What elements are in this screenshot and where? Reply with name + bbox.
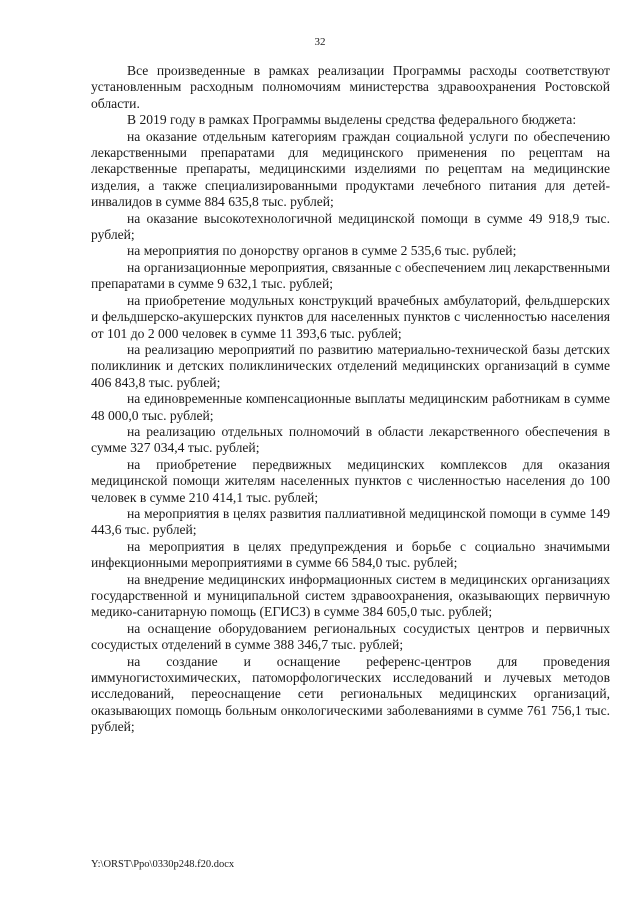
paragraph-7: на приобретение модульных конструкций врачебных амбулаторий, фельдшерских и фельдшерско-акушерских пунктов для населенных пунктов с численностью населения от 101 до 2 000 человек в сумме 11 393,6 тыс. рублей; <box>91 292 610 341</box>
paragraph-9: на единовременные компенсационные выплаты медицинским работникам в сумме 48 000,0 тыс. рублей; <box>91 391 610 423</box>
paragraph-12: на мероприятия в целях развития паллиативной медицинской помощи в сумме 149 443,6 тыс. рублей; <box>91 505 610 538</box>
paragraph-4: на оказание высокотехнологичной медицинской помощи в сумме 49 918,9 тыс. рублей; <box>91 210 610 243</box>
paragraph-3: на оказание отдельным категориям граждан социальной услуги по обеспечению лекарственными препаратами для медицинского применения по рецептам на лекарственные препараты, медицинскими изделиями по рецептам на медицинские изделия, а также специализированными продуктами лечебного питания для детей-инвалидов в сумме 884 635,8 тыс. рублей; <box>91 128 610 210</box>
paragraph-14: на внедрение медицинских информационных систем в медицинских организациях государственной и муниципальной систем здравоохранения, оказывающих первичную медико-санитарную помощь (ЕГИСЗ) в сумме 384 605,0 тыс. рублей; <box>91 571 610 620</box>
page-number: 32 <box>314 36 326 48</box>
paragraph-6: на организационные мероприятия, связанные с обеспечением лиц лекарственными препаратами в сумме 9 632,1 тыс. рублей; <box>91 259 610 292</box>
paragraph-5: на мероприятия по донорству органов в сумме 2 535,6 тыс. рублей; <box>127 243 517 259</box>
paragraph-15: на оснащение оборудованием региональных сосудистых центров и первичных сосудистых отделений в сумме 388 346,7 тыс. рублей; <box>91 620 610 653</box>
paragraph-2: В 2019 году в рамках Программы выделены средства федерального бюджета: <box>127 112 577 128</box>
document-body <box>91 63 610 736</box>
paragraph-8: на реализацию мероприятий по развитию материально-технической базы детских поликлиник и детских поликлинических отделений медицинских организаций в сумме 406 843,8 тыс. рублей; <box>91 341 610 390</box>
paragraph-10: на реализацию отдельных полномочий в области лекарственного обеспечения в сумме 327 034,4 тыс. рублей; <box>91 423 610 456</box>
paragraph-16: на создание и оснащение референс-центров для проведения иммуногистохимических, патоморфологических исследований и лучевых методов исследований, переоснащение сети региональных медицинских организаций, оказывающих помощь больным онкологическими заболеваниями в сумме 761 756,1 тыс. рублей; <box>91 653 610 735</box>
paragraph-1: Все произведенные в рамках реализации Программы расходы соответствуют установленным расходным полномочиям министерства здравоохранения Ростовской области. <box>91 63 610 111</box>
paragraph-13: на мероприятия в целях предупреждения и борьбе с социально значимыми инфекционными мероприятиями в сумме 66 584,0 тыс. рублей; <box>91 538 610 571</box>
file-path-footer: Y:\ORST\Ppo\0330p248.f20.docx <box>91 859 235 870</box>
paragraph-11: на приобретение передвижных медицинских комплексов для оказания медицинской помощи жителям населенных пунктов с численностью населения до 100 человек в сумме 210 414,1 тыс. рублей; <box>91 456 610 505</box>
